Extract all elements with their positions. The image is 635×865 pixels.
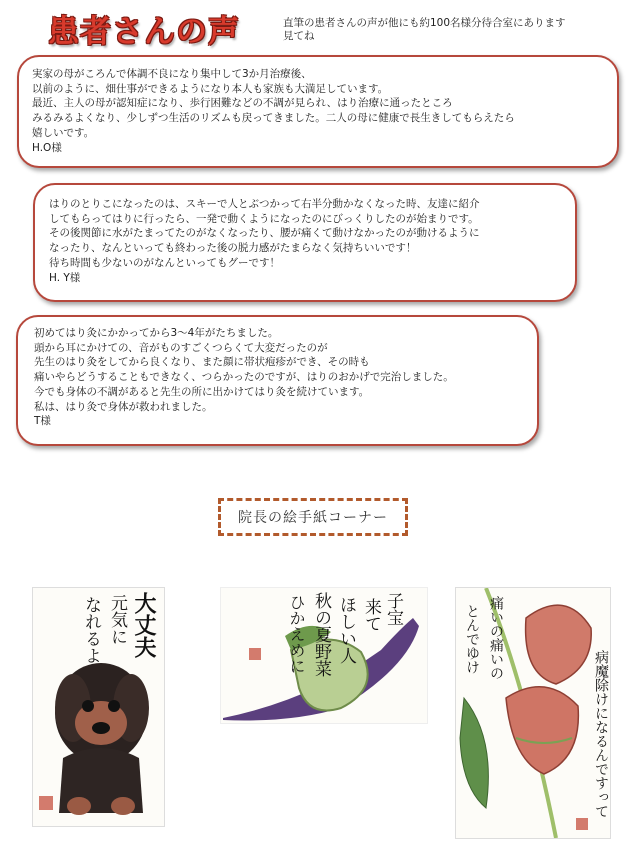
eggplant-caption-3: ほしい人 [336, 596, 356, 664]
puppy-caption-1: 大丈夫 [131, 592, 157, 658]
eggplant-caption-4: 秋の夏野菜 [311, 592, 331, 677]
testimonial-text: 実家の母がころんで体調不良になり集中して3か月治療後、 以前のように、畑仕事ができるようになり本人も家族も大満足しています。 最近、主人の母が認知症になり、歩行困難などの不調が見られ、はり治療に通ったところ みるみるよくなり、少しずつ生活のリズムも戻ってきました。二人の母に健康で長生きしてもらえたら 嬉しいです。 H.O様 [32, 68, 515, 154]
puppy-caption-2: 元気に [107, 594, 127, 645]
etegami-corner-label [218, 498, 408, 536]
puppy-caption-3: なれるよ [81, 596, 101, 664]
etegami-hozuki-image [455, 587, 611, 839]
header-note: 直筆の患者さんの声が他にも約100名様分待合室にあります 見てね [283, 17, 566, 42]
etegami-eggplant-image [220, 587, 428, 724]
eggplant-caption-5: ひかえめに [287, 594, 306, 674]
hozuki-caption-2: とんでゆけ [464, 604, 480, 674]
hozuki-caption-1: 痛いの痛いの [488, 596, 504, 680]
eggplant-caption-2: 来て [361, 598, 381, 632]
page-title: 患者さんの声 [48, 14, 240, 50]
testimonial-card [17, 55, 619, 168]
hozuki-caption-3: 病魔除けになるんですって [593, 650, 609, 818]
testimonial-card [33, 183, 577, 302]
corner-label-text: 院長の絵手紙コーナー [238, 510, 388, 526]
eggplant-caption-1: 子宝 [383, 592, 403, 626]
etegami-puppy-image [32, 587, 165, 827]
testimonial-text: はりのとりこになったのは、スキーで人とぶつかって右半分動かなくなった時、友達に紹介 してもらってはりに行ったら、一発で動くようになったのにびっくりしたのが始まりです。 その後関節に水がたまってたのがなくなったり、腰が痛くて動けなかったのが動けるように なったり、なんといっても終わった後の脱力感がたまらなく気持ちいいです！ 待ち時間も少ないのがなんといってもグーです！ H. Y様 [49, 198, 480, 284]
testimonial-card [16, 315, 539, 446]
testimonial-text: 初めてはり灸にかかってから3〜4年がたちました。 頭から耳にかけての、音がものすごくつらくて大変だったのが 先生のはり灸をしてから良くなり、また顔に帯状疱疹ができ、その時も 痛いやらどうすることもできなく、つらかったのですが、はりのおかげで完治しました。 今でも身体の不調があると先生の所に出かけてはり灸を続けています。 私は、はり灸で身体が救われました。 T様 [34, 327, 454, 428]
